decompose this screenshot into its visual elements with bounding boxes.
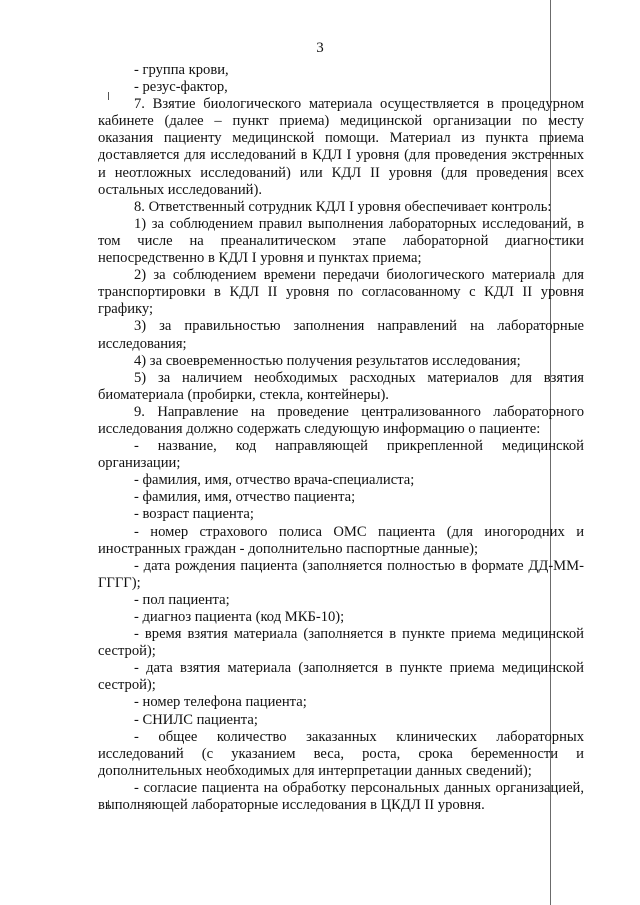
- paragraph: - диагноз пациента (код МКБ-10);: [134, 609, 345, 625]
- paragraph: 5) за наличием необходимых расходных материалов для взятия биоматериала (пробирки, стекла, контейнеры).: [98, 369, 584, 403]
- paragraph: - пол пациента;: [134, 591, 230, 608]
- paragraph: 9. Направление на проведение централизованного лабораторного исследования должно содержать следующую информацию о пациенте:: [98, 403, 584, 437]
- paragraph: - номер страхового полиса ОМС пациента (для иногородних и иностранных граждан - дополнительно паспортные данные);: [98, 523, 584, 557]
- document-body: [98, 62, 584, 814]
- paragraph: 4) за своевременностью получения результатов исследования;: [134, 352, 521, 369]
- paragraph: - номер телефона пациента;: [134, 694, 307, 711]
- paragraph: 1) за соблюдением правил выполнения лабораторных исследований, в том числе на преаналитическом этапе лабораторной диагностики непосредственно в КДЛ I уровня и пунктах приема;: [98, 215, 584, 267]
- paragraph: - общее количество заказанных клинических лабораторных исследований (с указанием веса, роста, срока беременности и дополнительных необходимых для интерпретации данных сведений);: [98, 728, 584, 779]
- paragraph: - возраст пациента;: [134, 506, 254, 523]
- paragraph: - дата взятия материала (заполняется в пункте приема медицинской сестрой);: [98, 660, 584, 694]
- paragraph: - согласие пациента на обработку персональных данных организацией, выполняющей лабораторные исследования в ЦКДЛ II уровня.: [98, 779, 584, 814]
- paragraph: - резус-фактор,: [134, 79, 228, 96]
- paragraph: 2) за соблюдением времени передачи биологического материала для транспортировки в КДЛ II уровня по согласованному с КДЛ II уровня графику;: [98, 267, 584, 318]
- paragraph: 7. Взятие биологического материала осуществляется в процедурном кабинете (далее – пункт приема) медицинской организации по месту оказания пациенту медицинской помощи. Материал из пункта приема доставляется для исследований в КДЛ I уровня (для проведения экстренных и неотложных исследований) или КДЛ II уровня (для проведения всех остальных исследований).: [98, 96, 584, 198]
- paragraph: 3) за правильностью заполнения направлений на лабораторные исследования;: [98, 318, 584, 352]
- page-number: 3: [316, 40, 324, 56]
- paragraph: - фамилия, имя, отчество пациента;: [134, 489, 356, 506]
- paragraph: - группа крови,: [134, 62, 229, 78]
- paragraph: - фамилия, имя, отчество врача-специалиста;: [134, 472, 415, 489]
- paragraph: 8. Ответственный сотрудник КДЛ I уровня обеспечивает контроль:: [134, 198, 552, 215]
- paragraph: - дата рождения пациента (заполняется полностью в формате ДД-ММ-ГГГГ);: [98, 557, 584, 591]
- paragraph: - СНИЛС пациента;: [134, 711, 258, 728]
- paragraph: - название, код направляющей прикрепленной медицинской организации;: [98, 438, 584, 472]
- paragraph: - время взятия материала (заполняется в пункте приема медицинской сестрой);: [98, 626, 584, 660]
